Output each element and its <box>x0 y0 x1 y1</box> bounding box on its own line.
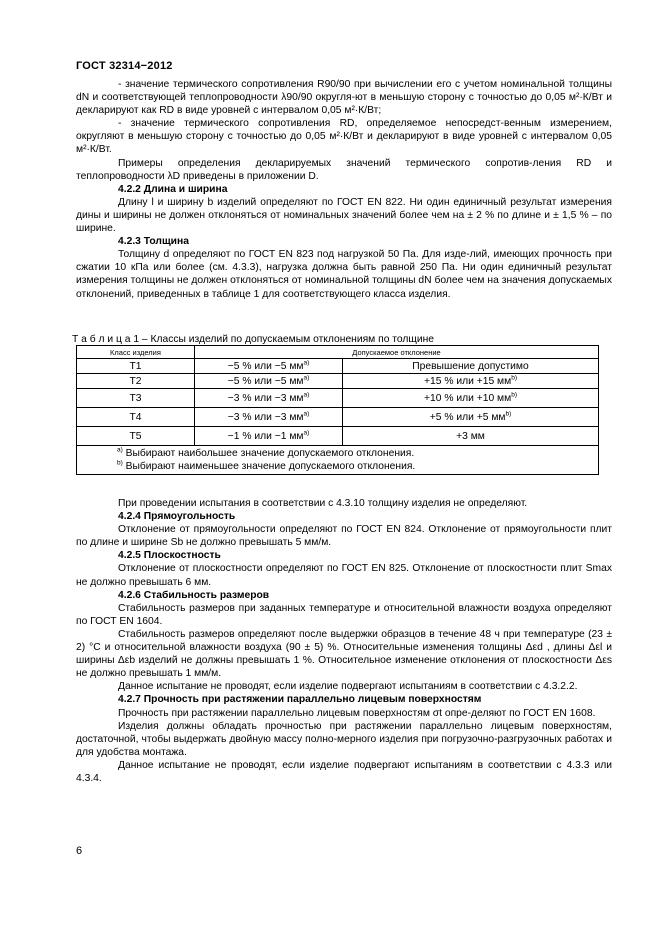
table-row <box>77 427 599 446</box>
table-cell-plus: +15 % или +15 $мм^{b)}$ <box>343 374 599 389</box>
paragraph-4-2-6-a: Стабильность размеров при заданных температуре и относительной влажности воздуха определяют по ГОСТ EN 1604. <box>76 602 612 627</box>
paragraph-4-2-6-b: Стабильность размеров определяют после выдержки образцов в течение 48 ч при температуре (23 ± 2) °С и относительной влажности воздуха (90 ± 5) %. Относительные изменения толщины Δεd , длины Δεl и ширины Δεb изделий не должны превышать 1 %. Относительное изменение отклонения от плоскостности Δεs не должно превышать 1 мм/м. <box>76 628 612 680</box>
page-number: 6 <box>76 845 83 857</box>
table-cell-minus: −5 % или −5 $мм^{a)}$ <box>195 374 343 389</box>
table-footnotes <box>77 446 599 475</box>
table-cell-plus: +3 мм <box>343 427 599 446</box>
paragraph-4-2-7-b: Изделия должны обладать прочностью при растяжении параллельно лицевым поверхностям, достаточной, чтобы выдержать двойную массу полно-мерного изделия при погрузочно-разгрузочных работах и для удобства монтажа. <box>76 720 612 758</box>
table-cell-minus: −5 % или −5 $мм^{a)}$ <box>195 359 343 374</box>
table-header-class: Класс изделия <box>77 346 195 359</box>
table-row <box>77 408 599 427</box>
heading-4-2-4: 4.2.4 Прямоугольность <box>118 511 236 523</box>
heading-4-2-6: 4.2.6 Стабильность размеров <box>118 589 270 601</box>
table-cell-class: T1 <box>77 359 195 374</box>
table-caption <box>72 334 434 345</box>
table-caption-text: Классы изделий по допускаемым отклонениям по толщине <box>147 334 435 345</box>
paragraph-rd-measured: - значение термического сопротивления RD, определяемое непосредст-венным измерением, округляют в меньшую сторону с точностью до 0,05 м²·К/Вт и декларируют в виде уровней с интервалом 0,05 м²·К/Вт. <box>76 118 612 156</box>
table-cell-class: T5 <box>77 427 195 446</box>
table-cell-plus: +5 % или +5 $мм^{b)}$ <box>343 408 599 427</box>
table-caption-prefix: Т а б л и ц а 1 – <box>72 334 148 345</box>
table-cell-plus: Превышение допустимо <box>343 359 599 374</box>
paragraph-4-2-7-c: Данное испытание не проводят, если изделие подвергают испытаниям в соответствии с 4.3.3 или 4.3.4. <box>76 759 612 784</box>
table-row <box>77 374 599 389</box>
body-text-top <box>76 78 612 301</box>
footnote-a: $^{a)}$ Выбирают наибольшее значение допускаемого отклонения. <box>117 446 415 459</box>
table-cell-minus: −3 % или −3 $мм^{a)}$ <box>195 389 343 408</box>
table-cell-class: T4 <box>77 408 195 427</box>
table-row <box>77 359 599 374</box>
paragraph-after-table: При проведении испытания в соответствии с 4.3.10 толщину изделия не определяют. <box>118 498 528 509</box>
table-header-tolerance: Допускаемое отклонение <box>195 346 599 359</box>
heading-4-2-5: 4.2.5 Плоскостность <box>118 550 221 562</box>
heading-4-2-7: 4.2.7 Прочность при растяжении параллельно лицевым поверхностям <box>118 694 482 706</box>
paragraph-4-2-6-c: Данное испытание не проводят, если изделие подвергают испытаниям в соответствии с 4.3.2.2. <box>118 681 578 693</box>
footnote-b: $^{b)}$ Выбирают наименьшее значение допускаемого отклонения. <box>117 459 416 472</box>
table-cell-minus: −3 % или −3 $мм^{a)}$ <box>195 408 343 427</box>
heading-4-2-2: 4.2.2 Длина и ширина <box>118 183 228 195</box>
table-cell-class: T3 <box>77 389 195 408</box>
table-cell-minus: −1 % или −1 $мм^{a)}$ <box>195 427 343 446</box>
body-text-bottom <box>76 497 612 785</box>
heading-4-2-3: 4.2.3 Толщина <box>118 236 189 248</box>
document-header: ГОСТ 32314−2012 <box>76 60 173 72</box>
paragraph-examples: Примеры определения декларируемых значений термического сопротив-ления RD и теплопроводности λD приведены в приложении D. <box>76 157 612 182</box>
table-cell-class: T2 <box>77 374 195 389</box>
paragraph-4-2-4: Отклонение от прямоугольности определяют по ГОСТ EN 824. Отклонение от прямоугольности плит по длине и ширине Sb не должно превышать 5 мм/м. <box>76 524 612 549</box>
paragraph-r9090: - значение термического сопротивления R90/90 при вычислении его с учетом номинальной толщины dN и соответствующей теплопроводности λ90/90 округля-ют в меньшую сторону с точностью до 0,05 м²·К/Вт и декларируют как RD в виде уровней с интервалом 0,05 м²·К/Вт; <box>76 79 612 117</box>
thickness-tolerance-table <box>76 345 599 475</box>
paragraph-4-2-5: Отклонение от плоскостности определяют по ГОСТ EN 825. Отклонение от плоскостности плит Smax не должно превышать 6 мм. <box>76 563 612 588</box>
paragraph-4-2-2: Длину l и ширину b изделий определяют по ГОСТ EN 822. Ни один единичный результат измерения дины и ширины не должен отклоняться от номинальных значений более чем на ± 2 % по длине и ± 1,5 % – по ширине. <box>76 196 612 235</box>
table-row <box>77 389 599 408</box>
paragraph-4-2-3: Толщину d определяют по ГОСТ EN 823 под нагрузкой 50 Па. Для изде-лий, имеющих прочность при сжатии 10 кПа или более (см. 4.3.3), нагрузка должна быть равной 250 Па. Ни один единичный результат измерения толщины не должен отклоняться от номинальной толщины dN более чем на значения допускаемых отклонений, приведенных в таблице 1 для соответствующего класса изделия. <box>76 249 612 300</box>
table-cell-plus: +10 % или +10 $мм^{b)}$ <box>343 389 599 408</box>
paragraph-4-2-7-a: Прочность при растяжении параллельно лицевым поверхностям σt опре-деляют по ГОСТ EN 1608. <box>118 707 596 719</box>
